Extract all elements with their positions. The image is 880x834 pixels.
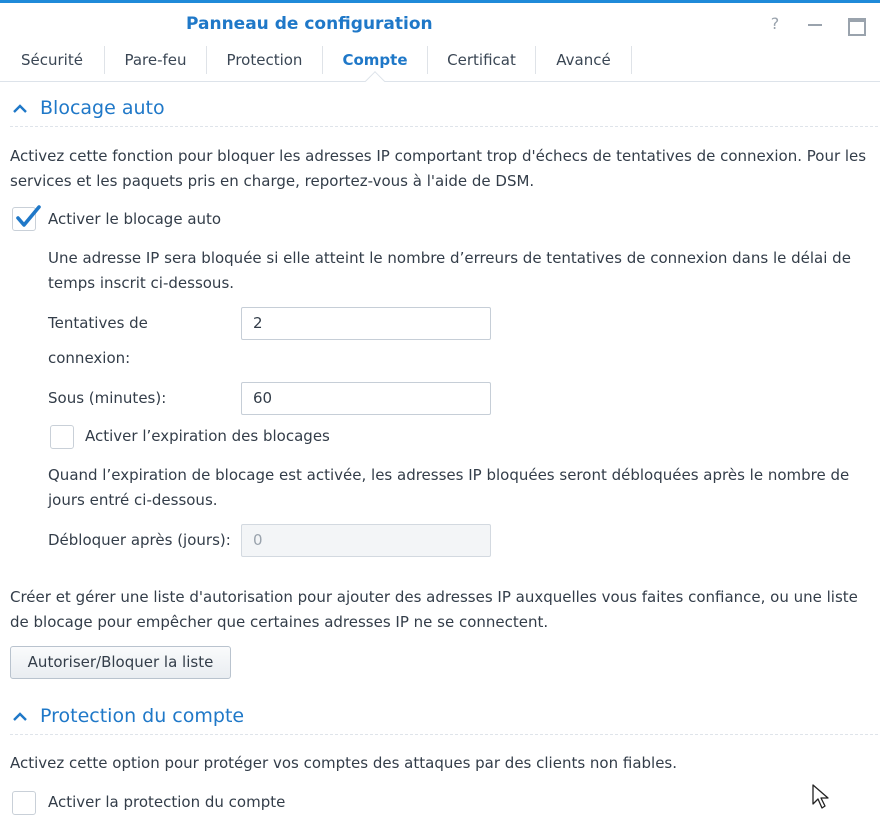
enable-auto-block-checkbox[interactable] bbox=[12, 207, 36, 231]
within-minutes-input[interactable]: 60 bbox=[241, 382, 491, 415]
tab-compte[interactable]: Compte bbox=[342, 51, 408, 69]
maximize-icon[interactable] bbox=[846, 15, 864, 33]
auto-block-description: Activez cette fonction pour bloquer les adresses IP comportant trop d'échecs de tentatives de connexion. Pour les services et les paquets pris en charge, reportez-vous à l'aide de DSM. bbox=[10, 147, 867, 190]
tab-pare-feu[interactable]: Pare-feu bbox=[124, 51, 187, 69]
allow-block-list-text: Créer et gérer une liste d'autorisation pour ajouter des adresses IP auxquelles vous faites confiance, ou une liste de blocage pour empêcher que certaines adresses IP ne se connectent. bbox=[10, 588, 858, 631]
chevron-up-icon[interactable] bbox=[12, 709, 28, 725]
section-title-account-protection: Protection du compte bbox=[40, 705, 245, 727]
window-title: Panneau de configuration bbox=[186, 14, 433, 34]
within-minutes-label: Sous (minutes): bbox=[48, 389, 167, 407]
expiry-text: Quand l’expiration de blocage est activée, les adresses IP bloquées seront débloquées après le nombre de jours entré ci-dessous. bbox=[48, 466, 850, 509]
mouse-cursor-icon bbox=[812, 784, 830, 810]
tab-avance[interactable]: Avancé bbox=[556, 51, 611, 69]
enable-account-protection-checkbox[interactable] bbox=[12, 791, 36, 815]
enable-expiry-checkbox[interactable] bbox=[50, 425, 74, 449]
tab-protection[interactable]: Protection bbox=[226, 51, 303, 69]
unblock-after-label: Débloquer après (jours): bbox=[48, 531, 231, 549]
tab-certificat[interactable]: Certificat bbox=[447, 51, 516, 69]
chevron-up-icon[interactable] bbox=[12, 101, 28, 117]
unblock-after-input[interactable]: 0 bbox=[241, 524, 491, 557]
tab-divider bbox=[631, 46, 632, 74]
account-protection-description: Activez cette option pour protéger vos comptes des attaques par des clients non fiables. bbox=[10, 754, 678, 772]
section-title-auto-block: Blocage auto bbox=[40, 97, 165, 119]
enable-expiry-label[interactable]: Activer l’expiration des blocages bbox=[85, 427, 330, 445]
title-bar bbox=[0, 0, 880, 42]
help-icon[interactable]: ? bbox=[770, 14, 780, 33]
enable-account-protection-label[interactable]: Activer la protection du compte bbox=[48, 793, 286, 811]
checkmark-icon bbox=[14, 204, 42, 230]
attempts-label-cont: connexion: bbox=[48, 349, 131, 367]
allow-block-list-button[interactable]: Autoriser/Bloquer la liste bbox=[10, 646, 231, 679]
section-header-account-protection[interactable] bbox=[10, 705, 878, 735]
tab-securite[interactable]: Sécurité bbox=[21, 51, 83, 69]
auto-block-rule-text: Une adresse IP sera bloquée si elle atteint le nombre d’erreurs de tentatives de connexion dans le délai de temps inscrit ci-dessous. bbox=[48, 249, 851, 292]
attempts-label: Tentatives de bbox=[48, 314, 148, 332]
attempts-input[interactable]: 2 bbox=[241, 307, 491, 340]
tab-bar bbox=[0, 42, 880, 82]
enable-auto-block-label[interactable]: Activer le blocage auto bbox=[48, 210, 222, 228]
section-header-auto-block[interactable] bbox=[10, 97, 878, 127]
minimize-icon[interactable] bbox=[806, 15, 824, 33]
